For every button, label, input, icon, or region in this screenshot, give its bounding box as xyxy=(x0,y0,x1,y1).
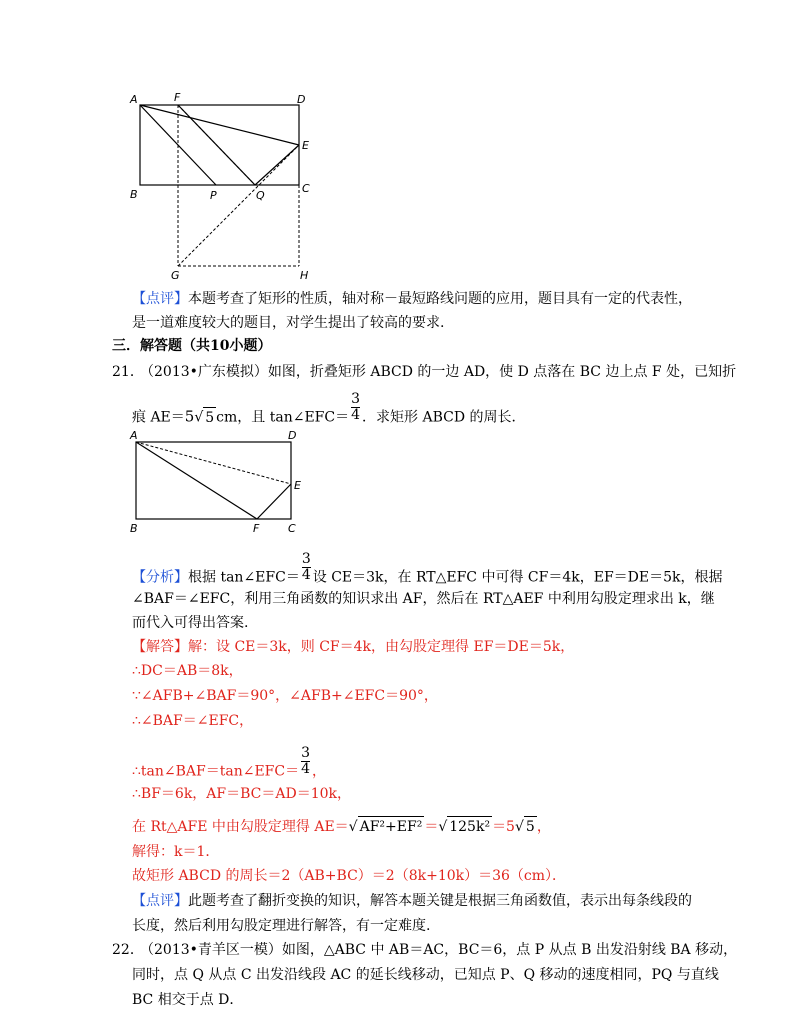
fig1-label-q: Q xyxy=(256,189,265,202)
comment-1-line-2: 是一道难度较大的题目，对学生提出了较高的要求. xyxy=(132,315,445,331)
fig2-label-d: D xyxy=(288,429,297,442)
q22-line-2: 同时，点 Q 从点 C 出发沿线段 AC 的延长线移动，已知点 P、Q 移动的速度相同，PQ 与直线 xyxy=(132,967,719,983)
comment-1-tag: 【点评】 xyxy=(132,291,188,307)
sqrt-sign: √ xyxy=(194,409,204,426)
comment-2-line-2: 长度，然后利用勾股定理进行解答，有一定难度. xyxy=(132,918,431,934)
section-heading: 三．解答题（共10小题） xyxy=(112,338,272,354)
fig1-label-h: H xyxy=(300,269,309,282)
fig2-label-e: E xyxy=(294,479,301,492)
solution-line-3: ∵∠AFB+∠BAF＝90°，∠AFB+∠EFC＝90°， xyxy=(132,688,438,704)
fig1-label-p: P xyxy=(210,189,217,202)
solution-line-5: ∴tan∠BAF＝tan∠EFC＝ $\frac{3}{4}$ ， xyxy=(132,745,327,780)
q22-line-1: （2013•青羊区一模）如图，△ABC 中 AB＝AC，BC＝6，点 P 从点 B 出发沿射线 BA 移动， xyxy=(140,942,738,958)
q21-number: 21． xyxy=(112,364,144,380)
fig2-label-c: C xyxy=(288,522,296,535)
solution-line-9: 故矩形 ABCD 的周长＝2（AB+BC）＝2（8k+10k）＝36（cm）． xyxy=(132,868,567,884)
fig1-label-g: G xyxy=(171,269,180,282)
q21-fraction: $\frac{3}{4}$ xyxy=(351,391,361,423)
solution-line-8: 解得：k＝1． xyxy=(132,844,220,860)
comment-2-line-1: 【点评】此题考查了翻折变换的知识，解答本题关键是根据三角函数值，表示出每条线段的 xyxy=(132,893,692,909)
q21-line-1: （2013•广东模拟）如图，折叠矩形 ABCD 的一边 AD，使 D 点落在 BC 边上点 F 处，已知折 xyxy=(140,364,737,380)
analysis-line-3: 而代入可得出答案. xyxy=(132,615,249,631)
analysis-fraction: $\frac{3}{4}$ xyxy=(301,551,311,583)
solution-line-6: ∴BF＝6k，AF＝BC＝AD＝10k， xyxy=(132,786,352,802)
analysis-line-2: ∠BAF＝∠EFC，利用三角函数的知识求出 AF，然后在 RT△AEF 中利用勾股定理求出 k，继 xyxy=(132,591,715,607)
fig2-label-b: B xyxy=(130,522,138,535)
fig2-label-a: A xyxy=(130,429,138,442)
solution-line-7: 在 Rt△AFE 中由勾股定理得 AE＝√ AF²+EF² ＝√ 125k² ＝5√ 5 ， xyxy=(132,816,551,837)
q22-number: 22． xyxy=(112,942,144,958)
solution-line-1: 【解答】解：设 CE＝3k，则 CF＝4k，由勾股定理得 EF＝DE＝5k， xyxy=(132,639,575,655)
fig2-label-f: F xyxy=(253,522,260,535)
solution-line-2: ∴DC＝AB＝8k， xyxy=(132,663,243,679)
q21-line-2: 痕 AE＝5√ 5 cm，且 tan∠EFC＝ $\frac{3}{4}$ ．求矩形 ABCD 的周长． xyxy=(132,391,526,426)
solution-line-4: ∴∠BAF＝∠EFC， xyxy=(132,713,254,729)
fig1-label-e: E xyxy=(302,139,309,152)
comment-1-line-1: 【点评】本题考查了矩形的性质，轴对称－最短路线问题的应用，题目具有一定的代表性， xyxy=(132,291,692,307)
fig1-label-d: D xyxy=(297,93,306,106)
fig1-label-f: F xyxy=(174,91,181,104)
fig1-label-c: C xyxy=(302,182,310,195)
fig1-label-b: B xyxy=(130,188,138,201)
analysis-line-1: 【分析】根据 tan∠EFC＝ $\frac{3}{4}$ 设 CE＝3k，在 RT△EFC 中可得 CF＝4k，EF＝DE＝5k，根据 xyxy=(132,551,723,586)
fig1-label-a: A xyxy=(130,93,138,106)
q22-line-3: BC 相交于点 D． xyxy=(132,992,244,1008)
solution-fraction: $\frac{3}{4}$ xyxy=(301,745,311,777)
